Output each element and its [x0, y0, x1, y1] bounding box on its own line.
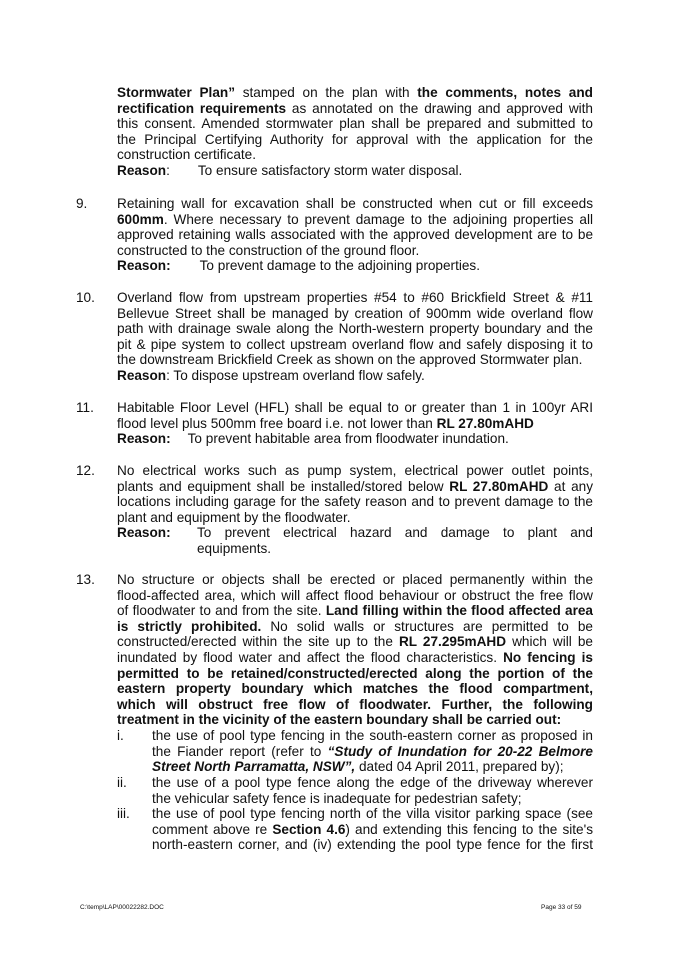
sub-item-i-text — [152, 728, 593, 775]
c12-reason-line-1: To prevent electrical hazard and damage to plant and — [197, 525, 593, 540]
intro-line-3: this consent. Amended stormwater plan shall be prepared and submitted to — [117, 116, 593, 132]
sub-iii-line-2: comment above re Section 4.6) and extending this fencing to the site's — [152, 821, 593, 837]
condition-11-text — [117, 400, 593, 431]
c13-line-1: No structure or objects shall be erected or placed permanently within the — [117, 572, 593, 587]
condition-11-number: 11. — [76, 400, 94, 415]
c13-line-10: treatment in the vicinity of the eastern boundary shall be carried out: — [117, 712, 562, 728]
condition-11-reason: Reason: To prevent habitable area from floodwater inundation. — [117, 431, 509, 446]
condition-12-text — [117, 463, 593, 525]
sub-item-iii-text — [152, 806, 593, 853]
c13-line-5: constructed/erected within the site up to the RL 27.295mAHD which will be — [117, 634, 593, 650]
c9-line-2: 600mm. Where necessary to prevent damage to the adjoining properties all — [117, 211, 593, 227]
c13-line-7: permitted to be retained/constructed/erected along the portion of the — [117, 665, 593, 681]
condition-12-reason-label: Reason: — [117, 525, 171, 540]
c10-line-1: Overland flow from upstream properties #54 to #60 Brickfield Street & #11 — [117, 290, 593, 305]
sub-ii-line-1: the use of a pool type fence along the edge of the driveway wherever — [152, 775, 593, 790]
c13-line-4: is strictly prohibited. No solid walls or structures are permitted to be — [117, 618, 593, 634]
sub-iii-line-1: the use of pool type fencing north of the villa visitor parking space (see — [152, 806, 593, 821]
c12-line-2: plants and equipment shall be installed/stored below RL 27.80mAHD at any — [117, 478, 593, 494]
intro-line-2: rectification requirements as annotated on the drawing and approved with — [117, 100, 593, 116]
condition-10-reason: Reason: To dispose upstream overland flow safely. — [117, 368, 425, 383]
intro-reason: Reason: To ensure satisfactory storm water disposal. — [117, 163, 463, 178]
intro-paragraph — [117, 85, 593, 163]
condition-9-number: 9. — [76, 196, 88, 211]
sub-ii-line-2: the vehicular safety fence is inadequate for pedestrian safety; — [152, 790, 522, 806]
condition-9-reason: Reason: To prevent damage to the adjoining properties. — [117, 258, 481, 273]
c12-line-4: plant and equipment by the floodwater. — [117, 509, 351, 525]
c12-line-3: locations including garage for the safety reason and to prevent damage to the — [117, 494, 593, 510]
condition-10-text — [117, 290, 593, 368]
c11-line-1: Habitable Floor Level (HFL) shall be equal to or greater than 1 in 100yr ARI — [117, 400, 593, 415]
sub-i-line-2: the Fiander report (refer to “Study of Inundation for 20-22 Belmore — [152, 743, 593, 759]
c9-line-1: Retaining wall for excavation shall be constructed when cut or fill exceeds — [117, 196, 593, 211]
c9-line-4: constructed to the construction of the ground floor. — [117, 242, 420, 258]
c10-line-4: pit & pipe system to collect upstream overland flow and safely disposing it to — [117, 336, 593, 352]
c13-line-2: flood-affected area, which will affect flood behaviour or obstruct the free flow — [117, 587, 593, 603]
c10-line-2: Bellevue Street shall be managed by creation of 900mm wide overland flow — [117, 305, 593, 321]
footer-page-number: Page 33 of 59 — [541, 904, 582, 911]
intro-line-5: construction certificate. — [117, 147, 257, 163]
condition-13-number: 13. — [76, 572, 95, 587]
intro-line-1: Stormwater Plan” stamped on the plan with the comments, notes and — [117, 85, 593, 100]
condition-12-number: 12. — [76, 463, 95, 478]
sub-i-line-1: the use of pool type fencing in the south-eastern corner as proposed in — [152, 728, 593, 743]
sub-item-ii-text — [152, 775, 593, 806]
condition-10-number: 10. — [76, 290, 95, 305]
condition-12-reason-text — [197, 525, 593, 556]
sub-item-iii-number: iii. — [117, 806, 130, 821]
c13-line-8: eastern property boundary which matches the flood compartment, — [117, 681, 593, 697]
condition-9-text — [117, 196, 593, 258]
intro-line-4: the Principal Certifying Authority for approval with the application for the — [117, 131, 593, 147]
condition-13-text — [117, 572, 593, 728]
c12-line-1: No electrical works such as pump system, electrical power outlet points, — [117, 463, 593, 478]
c11-line-2: flood level plus 500mm free board i.e. not lower than RL 27.80mAHD — [117, 415, 534, 431]
footer-file-path: C:\temp\LAP\00022282.DOC — [80, 904, 164, 911]
sub-item-ii-number: ii. — [117, 775, 127, 790]
c10-line-5: the downstream Brickfield Creek as shown on the approved Stormwater plan. — [117, 352, 583, 368]
c10-line-3: path with drainage swale along the North-western property boundary and the — [117, 321, 593, 337]
sub-i-line-3: Street North Parramatta, NSW”, dated 04 April 2011, prepared by); — [152, 759, 564, 775]
c13-line-3: of floodwater to and from the site. Land filling within the flood affected area — [117, 603, 593, 619]
c12-reason-line-2: equipments. — [197, 540, 272, 556]
sub-iii-line-3: north-eastern corner, and (iv) extending the pool type fence for the first — [152, 837, 593, 853]
c13-line-9: which will obstruct free flow of floodwater. Further, the following — [117, 696, 593, 712]
c9-line-3: approved retaining walls associated with the approved development are to be — [117, 227, 593, 243]
sub-item-i-number: i. — [117, 728, 124, 743]
c13-line-6: inundated by flood water and affect the flood characteristics. No fencing is — [117, 649, 593, 665]
